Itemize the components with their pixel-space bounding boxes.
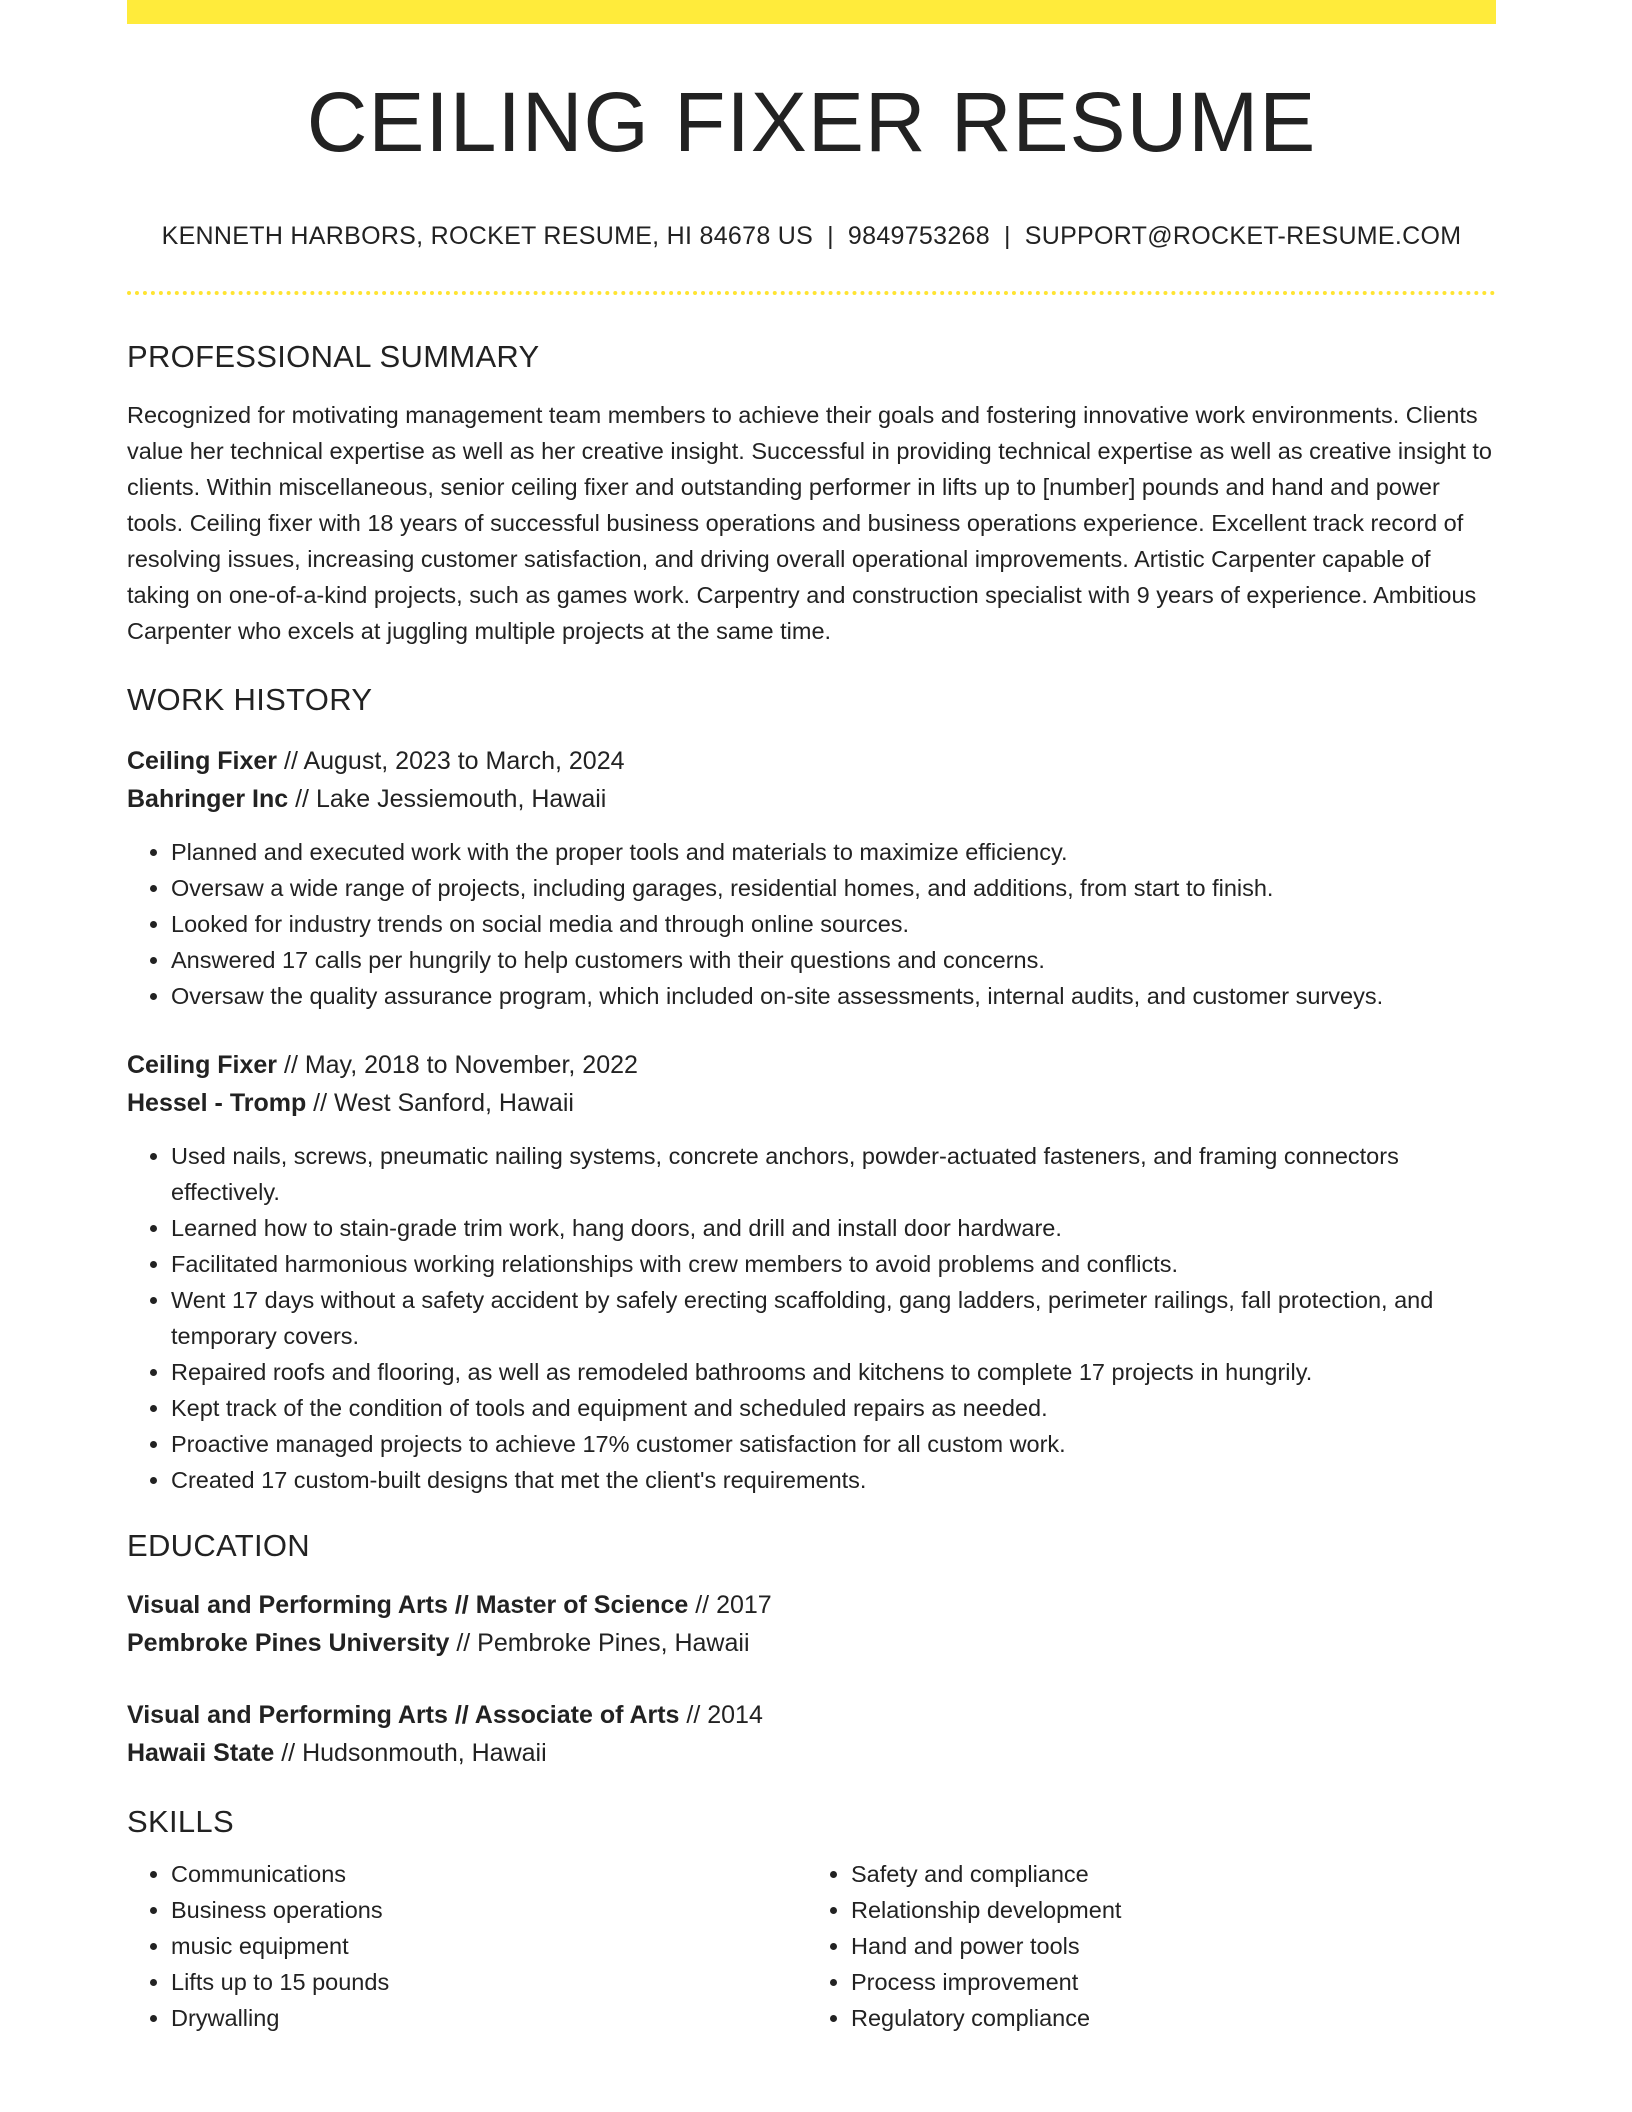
resume-title: CEILING FIXER RESUME bbox=[306, 75, 1317, 169]
job-entry bbox=[127, 1046, 1496, 1498]
dotted-divider bbox=[127, 291, 1496, 295]
education-entry bbox=[127, 1696, 1496, 1772]
list-item: • Learned how to stain-grade trim work, hang doors, and drill and install door hardware. bbox=[171, 1210, 1496, 1246]
job-company-line bbox=[127, 780, 1496, 818]
skill-item: • Regulatory compliance bbox=[851, 2000, 1481, 2036]
summary-heading: PROFESSIONAL SUMMARY bbox=[127, 339, 540, 374]
job-location: // West Sanford, Hawaii bbox=[306, 1089, 574, 1117]
contact-line bbox=[127, 222, 1496, 251]
job-company: Hessel - Tromp bbox=[127, 1089, 307, 1117]
contact-separator: | bbox=[827, 222, 834, 250]
summary-text: Recognized for motivating management team members to achieve their goals and fostering innovative work environments. Clients value her technical expertise as well as her creative insight. Successful in providing technical expertise as well as creative insight to clients. Within miscellaneous, senior ceiling fixer and outstanding performer in lifts up to [number] pounds and hand and power tools. Ceiling fixer with 18 years of successful business operations and business operations experience. Excellent track record of resolving issues, increasing customer satisfaction, and driving overall operational improvements. Artistic Carpenter capable of taking on one-of-a-kind projects, such as games work. Carpentry and construction specialist with 9 years of experience. Ambitious Carpenter who excels at juggling multiple projects at the same time. bbox=[127, 402, 1492, 644]
education-school-line bbox=[127, 1734, 1496, 1772]
skill-item: • Process improvement bbox=[851, 1964, 1481, 2000]
job-bullets bbox=[127, 834, 1496, 1014]
skill-item: • Relationship development bbox=[851, 1892, 1481, 1928]
contact-email: SUPPORT@ROCKET-RESUME.COM bbox=[1024, 222, 1462, 250]
list-item: • Oversaw a wide range of projects, including garages, residential homes, and additions, from start to finish. bbox=[171, 870, 1496, 906]
education-degree: Visual and Performing Arts // Associate of Arts bbox=[127, 1701, 680, 1729]
education-school-line bbox=[127, 1624, 1496, 1662]
education-heading: EDUCATION bbox=[127, 1528, 310, 1563]
work-history-heading: WORK HISTORY bbox=[127, 682, 373, 717]
skills-column-left bbox=[127, 1856, 801, 2036]
skill-item: • Business operations bbox=[171, 1892, 801, 1928]
list-item: • Proactive managed projects to achieve 17% customer satisfaction for all custom work. bbox=[171, 1426, 1496, 1462]
contact-separator: | bbox=[1003, 222, 1011, 250]
job-title: Ceiling Fixer bbox=[127, 747, 278, 775]
job-location: // Lake Jessiemouth, Hawaii bbox=[288, 785, 607, 813]
job-entry bbox=[127, 742, 1496, 1014]
list-item: • Oversaw the quality assurance program, which included on-site assessments, internal audits, and customer surveys. bbox=[171, 978, 1496, 1014]
job-dates: // August, 2023 to March, 2024 bbox=[277, 747, 625, 775]
skill-item: • Communications bbox=[171, 1856, 801, 1892]
contact-address: KENNETH HARBORS, ROCKET RESUME, HI 84678 US bbox=[161, 222, 814, 250]
skills-grid bbox=[127, 1856, 1496, 2036]
job-bullets bbox=[127, 1138, 1496, 1498]
education-degree-line bbox=[127, 1696, 1496, 1734]
job-company: Bahringer Inc bbox=[127, 785, 289, 813]
job-title-line bbox=[127, 1046, 1496, 1084]
skills-heading: SKILLS bbox=[127, 1804, 234, 1839]
list-item: • Kept track of the condition of tools and equipment and scheduled repairs as needed. bbox=[171, 1390, 1496, 1426]
education-degree: Visual and Performing Arts // Master of Science bbox=[127, 1591, 689, 1619]
job-title: Ceiling Fixer bbox=[127, 1051, 278, 1079]
education-school: Hawaii State bbox=[127, 1739, 275, 1767]
skill-item: • Hand and power tools bbox=[851, 1928, 1481, 1964]
skill-item: • Drywalling bbox=[171, 2000, 801, 2036]
education-entry bbox=[127, 1586, 1496, 1662]
list-item: • Went 17 days without a safety accident by safely erecting scaffolding, gang ladders, perimeter railings, fall protection, and temporary covers. bbox=[171, 1282, 1496, 1354]
list-item: • Looked for industry trends on social media and through online sources. bbox=[171, 906, 1496, 942]
education-degree-line bbox=[127, 1586, 1496, 1624]
job-dates: // May, 2018 to November, 2022 bbox=[277, 1051, 638, 1079]
list-item: • Answered 17 calls per hungrily to help customers with their questions and concerns. bbox=[171, 942, 1496, 978]
skills-column-right bbox=[801, 1856, 1481, 2036]
education-year: // 2017 bbox=[688, 1591, 772, 1619]
list-item: • Facilitated harmonious working relationships with crew members to avoid problems and conflicts. bbox=[171, 1246, 1496, 1282]
education-year: // 2014 bbox=[679, 1701, 763, 1729]
list-item: • Created 17 custom-built designs that met the client's requirements. bbox=[171, 1462, 1496, 1498]
list-item: • Used nails, screws, pneumatic nailing systems, concrete anchors, powder-actuated fasteners, and framing connectors effectively. bbox=[171, 1138, 1496, 1210]
job-title-line bbox=[127, 742, 1496, 780]
top-accent-bar bbox=[127, 0, 1496, 24]
job-company-line bbox=[127, 1084, 1496, 1122]
education-school: Pembroke Pines University bbox=[127, 1629, 450, 1657]
resume-page bbox=[127, 0, 1496, 2036]
list-item: • Planned and executed work with the proper tools and materials to maximize efficiency. bbox=[171, 834, 1496, 870]
contact-phone: 9849753268 bbox=[847, 222, 990, 250]
education-location: // Pembroke Pines, Hawaii bbox=[449, 1629, 750, 1657]
skill-item: • Lifts up to 15 pounds bbox=[171, 1964, 801, 2000]
skill-item: • music equipment bbox=[171, 1928, 801, 1964]
education-location: // Hudsonmouth, Hawaii bbox=[274, 1739, 547, 1767]
list-item: • Repaired roofs and flooring, as well as remodeled bathrooms and kitchens to complete 17 projects in hungrily. bbox=[171, 1354, 1496, 1390]
skill-item: • Safety and compliance bbox=[851, 1856, 1481, 1892]
